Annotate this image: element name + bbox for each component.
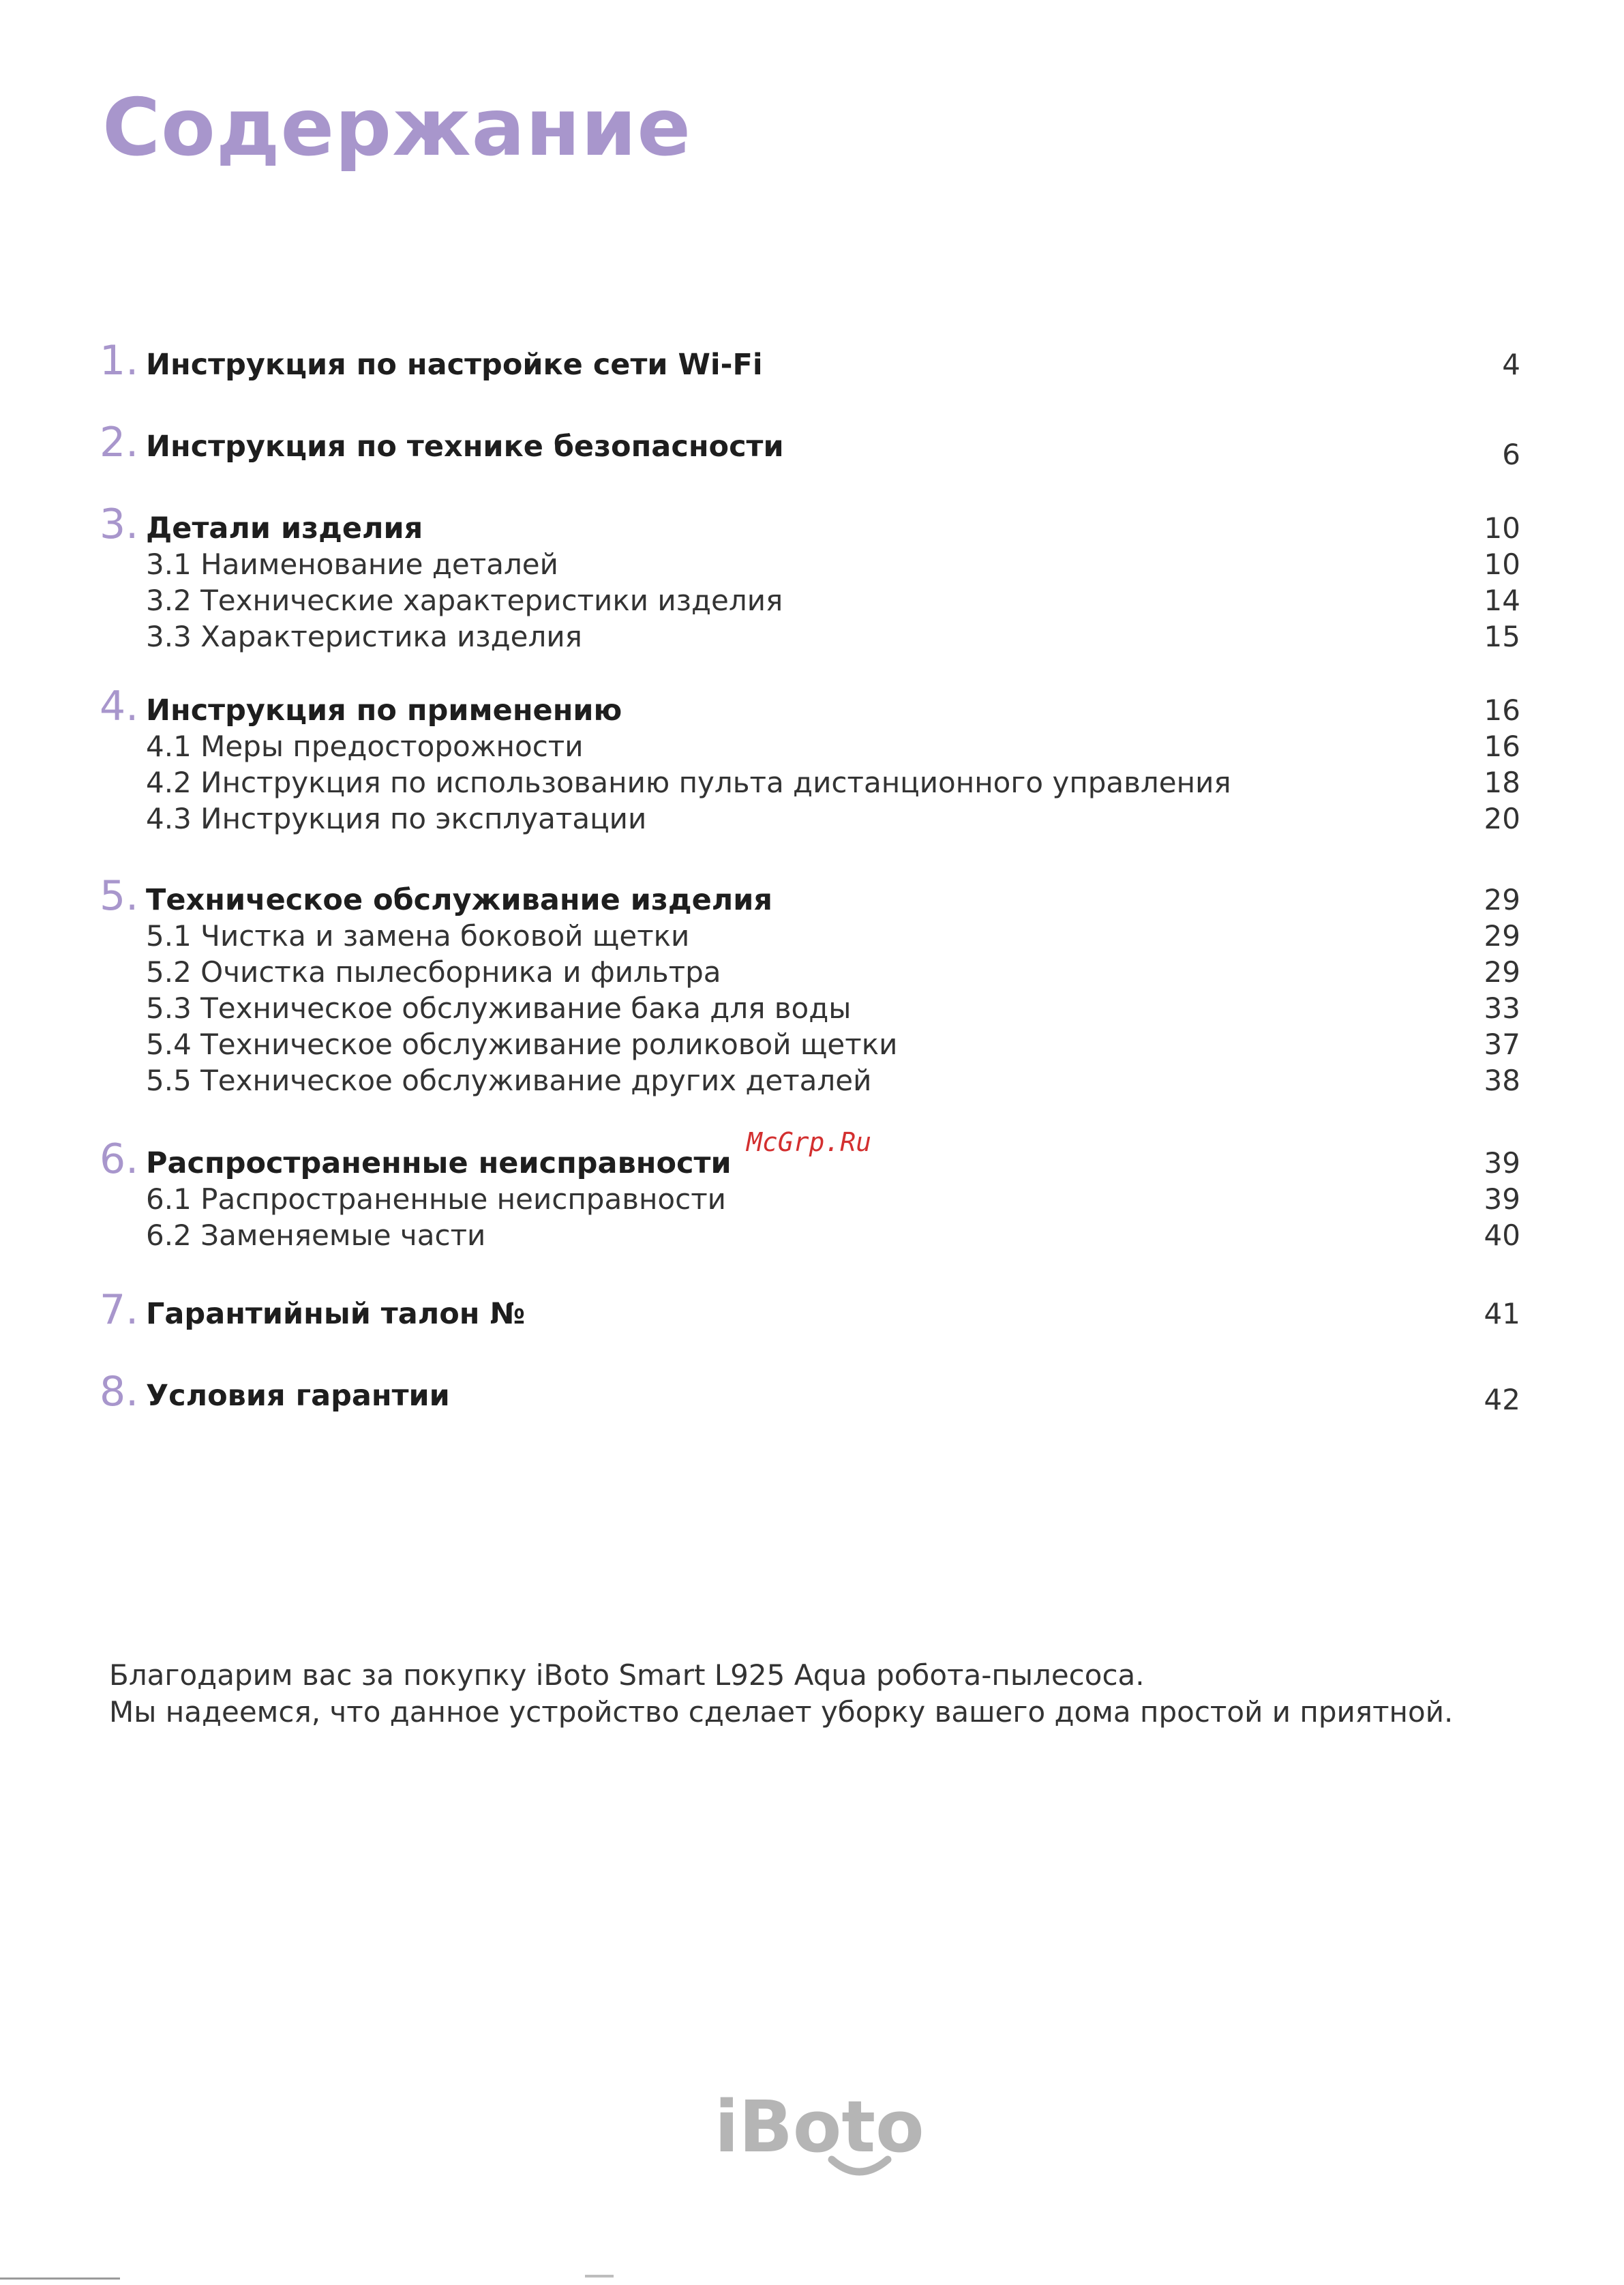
page-number: 39 [1484,1146,1520,1180]
subsection-title: 4.3 Инструкция по эксплуатации [146,802,647,835]
subsection-title: 4.1 Меры предосторожности [146,730,584,763]
toc-subsection-4-1[interactable] [100,726,1520,767]
subsection-title: 6.2 Заменяемые части [146,1219,486,1252]
toc-subsection-6-2[interactable] [100,1215,1520,1256]
section-number: 2. [100,419,139,466]
section-title: Инструкция по применению [146,693,622,728]
section-number: 5. [100,872,139,920]
logo-text: iBoto [715,2085,924,2168]
subsection-title: 5.2 Очистка пылесборника и фильтра [146,955,721,989]
toc-section-8[interactable] [100,1368,1520,1416]
subsection-title: 3.1 Наименование деталей [146,548,558,581]
page-number: 37 [1484,1028,1520,1061]
section-number: 3. [100,501,139,548]
section-number: 7. [100,1286,139,1334]
page-number: 15 [1484,620,1520,653]
page-number: 18 [1484,766,1520,799]
divider [585,2275,614,2277]
section-title: Инструкция по технике безопасности [146,430,784,464]
subsection-title: 4.2 Инструкция по использованию пульта дистанционного управления [146,766,1231,799]
subsection-title: 5.5 Техническое обслуживание других деталей [146,1064,872,1097]
subsection-title: 5.4 Техническое обслуживание роликовой щетки [146,1028,898,1061]
page-number: 40 [1484,1219,1520,1252]
page-number: 20 [1484,802,1520,835]
subsection-title: 3.2 Технические характеристики изделия [146,584,783,617]
thank-you-line: Мы надеемся, что данное устройство сделает уборку вашего дома простой и приятной. [109,1695,1454,1729]
toc-section-2[interactable] [100,419,1520,471]
toc-subsection-5-1[interactable] [100,916,1520,957]
toc-subsection-5-2[interactable] [100,952,1520,993]
thank-you-line: Благодарим вас за покупку iBoto Smart L925 Aqua робота-пылесоса. [109,1658,1145,1692]
page-number: 29 [1484,883,1520,916]
page-title: Содержание [102,82,692,174]
page-number: 39 [1484,1182,1520,1216]
section-number: 6. [100,1135,139,1183]
section-number: 8. [100,1368,139,1416]
section-title: Детали изделия [146,511,423,546]
section-title: Инструкция по настройке сети Wi-Fi [146,348,763,382]
toc-section-5[interactable] [100,872,1520,921]
toc-subsection-5-4[interactable] [100,1024,1520,1065]
page-number: 29 [1484,919,1520,953]
section-title: Техническое обслуживание изделия [146,883,773,917]
section-title: Гарантийный талон № [146,1297,526,1331]
toc-subsection-5-3[interactable] [100,988,1520,1029]
subsection-title: 3.3 Характеристика изделия [146,620,582,653]
page-number: 6 [1502,438,1520,471]
page-number: 29 [1484,955,1520,989]
iboto-logo [709,2083,927,2185]
page-number: 33 [1484,991,1520,1025]
toc-subsection-3-1[interactable] [100,544,1520,585]
toc-subsection-4-3[interactable] [100,798,1520,839]
section-title: Распространенные неисправности [146,1146,732,1180]
page-number: 4 [1502,348,1520,381]
subsection-title: 6.1 Распространенные неисправности [146,1182,726,1216]
subsection-title: 5.3 Техническое обслуживание бака для воды [146,991,852,1025]
page-number: 16 [1484,693,1520,727]
section-number: 1. [100,337,139,385]
toc-section-3[interactable] [100,501,1520,549]
section-number: 4. [100,683,139,730]
thank-you-note [109,1657,1453,1731]
divider [0,2277,120,2280]
page-number: 14 [1484,584,1520,617]
page-number: 16 [1484,730,1520,763]
toc-subsection-6-1[interactable] [100,1179,1520,1220]
page-number: 41 [1484,1297,1520,1330]
page-number: 38 [1484,1064,1520,1097]
watermark: McGrp.Ru [747,1127,872,1157]
toc-section-4[interactable] [100,683,1520,731]
toc-section-1[interactable] [100,337,1520,385]
toc-section-7[interactable] [100,1286,1520,1334]
page-number: 10 [1484,511,1520,545]
toc-subsection-5-5[interactable] [100,1060,1520,1101]
section-title: Условия гарантии [146,1379,450,1413]
subsection-title: 5.1 Чистка и замена боковой щетки [146,919,690,953]
page-number: 42 [1484,1383,1520,1416]
toc-subsection-3-2[interactable] [100,580,1520,621]
toc-subsection-3-3[interactable] [100,616,1520,657]
toc-subsection-4-2[interactable] [100,762,1520,803]
page-number: 10 [1484,548,1520,581]
